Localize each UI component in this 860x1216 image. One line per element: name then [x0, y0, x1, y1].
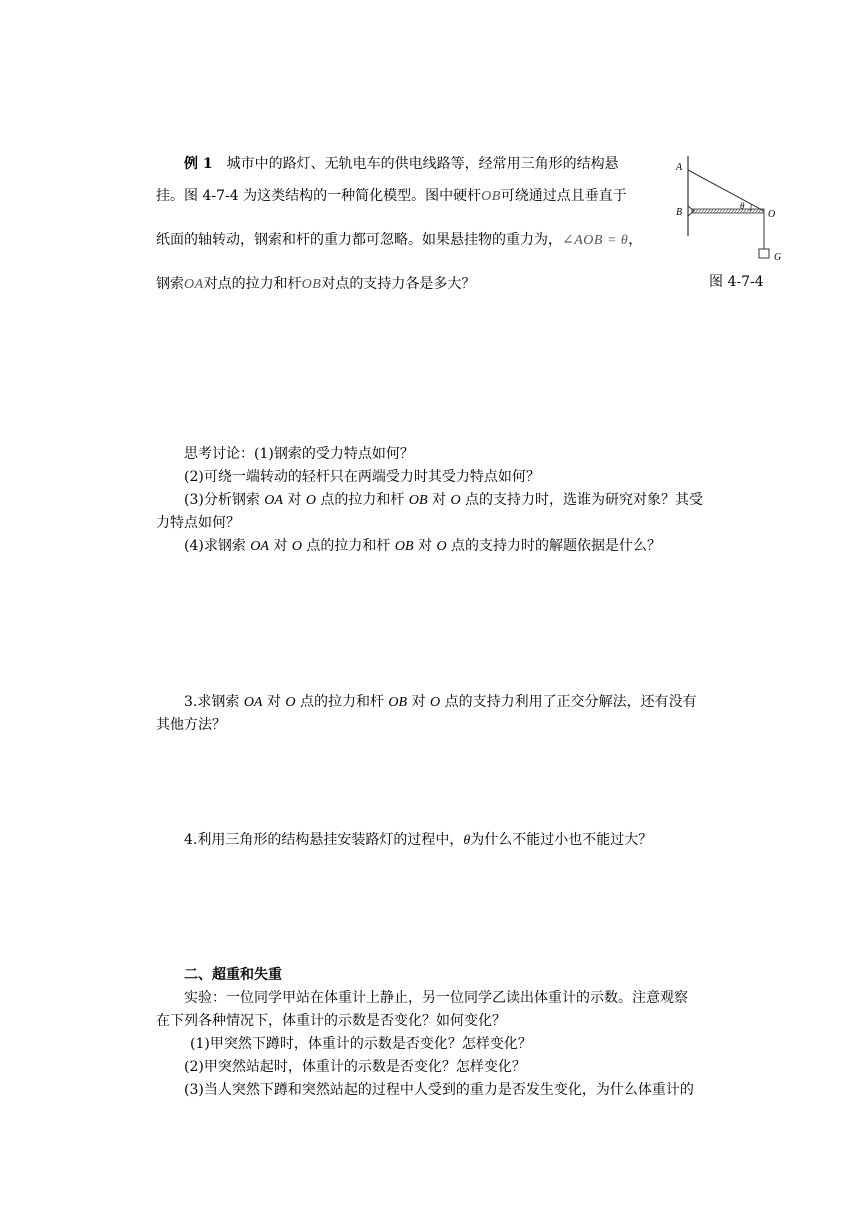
discussion-q4 — [184, 536, 661, 557]
rod-ob — [692, 209, 764, 213]
text-segment: 点的支持力时，选谁为研究对象？其受 — [460, 492, 704, 508]
text-segment: 对 — [282, 492, 306, 508]
italic-symbol: O — [436, 539, 447, 554]
italic-symbol: θ — [463, 833, 471, 848]
italic-symbol: O — [285, 695, 296, 710]
text-segment: 点的拉力和杆 — [315, 492, 409, 508]
text-segment: 对 — [427, 492, 451, 508]
example-1-line-1: 例 1 城市中的路灯、无轨电车的供电线路等，经常用三角形的结构悬 — [184, 156, 619, 172]
discussion-q3 — [184, 490, 703, 511]
label-g: G — [774, 252, 782, 263]
italic-symbol: OB — [394, 539, 414, 554]
text-segment: 点的拉力和杆 — [301, 538, 395, 554]
question-3-line-1 — [184, 692, 697, 713]
text-segment: 3.求钢索 — [184, 694, 244, 710]
experiment-item-3: (3)当人突然下蹲和突然站起的过程中人受到的重力是否发生变化，为什么体重计的 — [184, 1082, 694, 1098]
italic-symbol: OA — [250, 539, 269, 554]
discussion-q2: (2)可绕一端转动的轻杆只在两端受力时其受力特点如何？ — [184, 469, 540, 485]
discussion-intro: 思考讨论：(1)钢索的受力特点如何？ — [184, 446, 414, 462]
text-segment: 为什么不能过小也不能过大？ — [470, 832, 653, 848]
weight-g — [759, 249, 769, 258]
text-segment: 对 — [407, 694, 430, 710]
experiment-item-2: (2)甲突然站起时，体重计的示数是否变化？怎样变化？ — [184, 1059, 526, 1075]
italic-symbol: OB — [388, 695, 408, 710]
text-segment: 4.利用三角形的结构悬挂安装路灯的过程中， — [184, 832, 464, 848]
italic-symbol: OB — [408, 493, 428, 508]
text-segment: 对 — [268, 538, 292, 554]
example-1-line-4: 钢索OA对点的拉力和杆OB对点的支持力各是多大？ — [156, 276, 476, 292]
figure-caption: 图 4-7-4 — [709, 274, 764, 290]
text-segment: 对 — [413, 538, 437, 554]
italic-symbol: OA — [243, 695, 263, 710]
experiment-line-1: 实验：一位同学甲站在体重计上静止，另一位同学乙读出体重计的示数。注意观察 — [184, 990, 688, 1006]
italic-symbol: OA — [264, 493, 283, 508]
text-segment: 点的支持力利用了正交分解法，还有没有 — [440, 694, 697, 710]
structure-diagram — [672, 152, 790, 272]
label-o: O — [768, 209, 776, 220]
experiment-item-1: (1)甲突然下蹲时，体重计的示数是否变化？怎样变化？ — [190, 1036, 532, 1052]
italic-symbol: O — [291, 539, 302, 554]
discussion-q3-cont: 力特点如何？ — [156, 515, 240, 531]
cable-oa — [688, 170, 764, 211]
label-a: A — [676, 162, 683, 173]
question-3-line-2: 其他方法？ — [156, 717, 226, 733]
question-4-line-1 — [184, 830, 652, 851]
example-1-line-3: 纸面的轴转动，钢索和杆的重力都可忽略。如果悬挂物的重力为，∠AOB = θ， — [156, 232, 643, 248]
section-2-heading: 二、超重和失重 — [184, 967, 282, 983]
text-segment: 对 — [262, 694, 286, 710]
label-theta: θ — [740, 201, 745, 211]
example-1-line-2: 挂。图 4-7-4 为这类结构的一种简化模型。图中硬杆OB可绕通过点且垂直于 — [156, 188, 627, 204]
text-segment: 点的拉力和杆 — [295, 694, 389, 710]
label-b: B — [676, 207, 683, 218]
text-segment: 点的支持力时的解题依据是什么？ — [446, 538, 662, 554]
italic-symbol: O — [430, 695, 441, 710]
italic-symbol: O — [450, 493, 461, 508]
text-segment: (4)求钢索 — [184, 538, 251, 554]
text-segment: (3)分析钢索 — [184, 492, 265, 508]
example-label: 例 1 — [184, 156, 213, 172]
italic-symbol: O — [305, 493, 316, 508]
experiment-line-2: 在下列各种情况下，体重计的示数是否变化？如何变化？ — [156, 1013, 506, 1029]
